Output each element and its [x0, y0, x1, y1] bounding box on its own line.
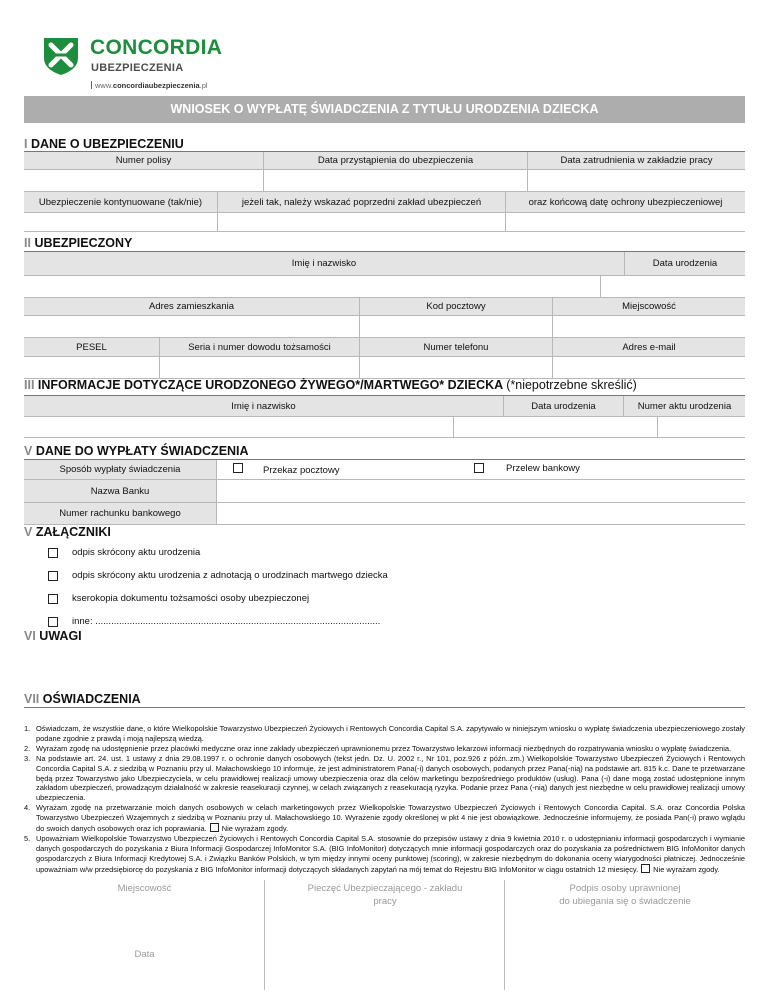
employment-date-label: Data zatrudnienia w zakładzie pracy: [528, 152, 745, 170]
concordia-logo-icon: [40, 34, 82, 76]
refuse-consent-checkbox-5[interactable]: [641, 864, 650, 873]
company-logo: [40, 34, 290, 96]
postal-code-label: Kod pocztowy: [360, 298, 553, 316]
birth-certificate-label: Numer aktu urodzenia: [624, 396, 745, 417]
statement-item: 4. Wyrażam zgodę na przetwarzanie moich danych osobowych w celach marketingowych przez Wielkopolskie Towarzystwo Ubezpieczeń Życiowych i Rentowych Concordia Capital. S.A. oraz Concordia Polska Towarzystwo Ubezpieczeń Wzajemnych z siedzibą w Poznaniu przy ul. Małachowskiego 10. Wyrażenie zgody określonej w pkt 4 nie jest obowiązkowe. Jednocześnie informujemy, że posiada Pan(-i) prawo wglądu do swoich danych osobowych oraz ich poprawiania. Nie wyrażam zgody.: [24, 803, 745, 834]
pesel-field[interactable]: [24, 357, 160, 379]
attachment-checkbox[interactable]: [48, 617, 58, 627]
section-title-child: III INFORMACJE DOTYCZĄCE URODZONEGO ŻYWEGO*/MARTWEGO* DZIECKA (*niepotrzebne skreślić): [24, 378, 637, 392]
previous-insurer-label: jeżeli tak, należy wskazać poprzedni zakład ubezpieczeń: [218, 192, 506, 213]
postal-order-label: Przekaz pocztowy: [263, 465, 340, 476]
id-number-field[interactable]: [160, 357, 360, 379]
id-number-label: Seria i numer dowodu tożsamości: [160, 338, 360, 357]
address-label: Adres zamieszkania: [24, 298, 360, 316]
attachment-checkbox[interactable]: [48, 571, 58, 581]
statement-item: 5. Upoważniam Wielkopolskie Towarzystwo Ubezpieczeń Życiowych i Rentowych Concordia Capital S.A. stosownie do przepisów ustawy z dnia 9 kwietnia 2010 r. o udostępnianiu informacji gospodarczych i wymianie danych gospodarczych do pozyskania z Biura Informacji Gospodarczej InfoMonitor S.A. (BIG InfoMonitor) dotyczących mnie informacji gospodarczych oraz do pozyskania za pośrednictwem BIG InfoMonitor danych gospodarczych z Biura Informacji Kredytowej S.A. i Związku Banków Polskich, w tym między innymi oceny punktowej (scoring), w zakresie niezbędnym do dokonania oceny wiarygodności płatniczej. Jednocześnie upoważniam w/w przedsiębiorcę do pozyskania z BIG InfoMonitor informacji dotyczących składanych zapytań na mój temat do Rejestru BIG InfoMonitor w ciągu ostatnich 12 miesięcy. Nie wyrażam zgody.: [24, 833, 745, 874]
email-label: Adres e-mail: [553, 338, 745, 357]
statement-item: 3. Na podstawie art. 24. ust. 1 ustawy z dnia 29.08.1997 r. o ochronie danych osobowych (tekst jedn. Dz. U. 2002 r., Nr 101, poz.926 z późn..zm.) Wielkopolskie Towarzystwo Ubezpieczeń Życiowych i Rentowych Concordia Capital S.A. z siedzibą w Poznaniu przy ul. Małachowskiego 10 informuje, że jest administratorem Pana(-i) danych osobowych, podanych przez Pana(-nią) na podstawie art. 815 k.c. Dane te przetwarzane będą przez Towarzystwo jako Ubezpieczyciela, w celu prawidłowej realizacji umowy ubezpieczenia oraz dla celów marketingu bezpośredniego produktów (usług). Pana (-i) dane mogą zostać udostępnione innym zakładom ubezpieczeń, prowadzącym działalność w zakresie reasekuracji czynnej, w celach związanych z reasekuracją ryzyka. Podanie przez Pana (-nią) danych jest niezbędne w celu prawidłowej realizacji umowy ubezpieczenia.: [24, 753, 745, 803]
child-table: [24, 395, 745, 438]
section-title-attachments: V ZAŁĄCZNIKI: [24, 525, 111, 539]
employment-date-field[interactable]: [528, 170, 745, 192]
phone-label: Numer telefonu: [360, 338, 553, 357]
stamp-label: Pieczęć Ubezpieczającego - zakładu pracy: [307, 883, 463, 907]
continued-field[interactable]: [24, 213, 218, 232]
form-title: WNIOSEK O WYPŁATĘ ŚWIADCZENIA Z TYTUŁU URODZENIA DZIECKA: [24, 96, 745, 123]
section-title-insurance: I DANE O UBEZPIECZENIU: [24, 137, 184, 151]
insured-birthdate-label: Data urodzenia: [625, 252, 745, 276]
section-title-insured: II UBEZPIECZONY: [24, 236, 133, 250]
section-title-payment: V DANE DO WYPŁATY ŚWIADCZENIA: [24, 444, 249, 458]
protection-end-label: oraz końcową datę ochrony ubezpieczeniowej: [506, 192, 745, 213]
attachment-checkbox[interactable]: [48, 548, 58, 558]
section-title-remarks: VI UWAGI: [24, 629, 82, 643]
attachment-item: inne: ............................................................................................................: [48, 616, 380, 627]
insurance-table: [24, 151, 745, 232]
remarks-field[interactable]: [24, 644, 745, 686]
insured-birthdate-field[interactable]: [601, 276, 745, 298]
protection-end-field[interactable]: [506, 213, 745, 232]
pesel-label: PESEL: [24, 338, 160, 357]
statement-item: 1. Oświadczam, że wszystkie dane, o które Wielkopolskie Towarzystwo Ubezpieczeń Życiowych i Rentowych Concordia Capital S.A. zapytywało w niniejszym wniosku o wypłatę świadczenia ubezpieczeniowego zostały podane zgodnie z prawdą i moją najlepszą wiedzą.: [24, 724, 745, 743]
continued-label: Ubezpieczenie kontynuowane (tak/nie): [24, 192, 218, 213]
attachment-checkbox[interactable]: [48, 594, 58, 604]
refuse-consent-checkbox-4[interactable]: [210, 823, 219, 832]
attachment-item: kserokopia dokumentu tożsamości osoby ubezpieczonej: [48, 593, 309, 604]
insured-name-label: Imię i nazwisko: [24, 252, 625, 276]
previous-insurer-field[interactable]: [218, 213, 506, 232]
email-field[interactable]: [553, 357, 745, 379]
city-field[interactable]: [553, 316, 745, 338]
insured-name-field[interactable]: [24, 276, 601, 298]
bank-transfer-checkbox[interactable]: [474, 463, 484, 473]
policy-number-label: Numer polisy: [24, 152, 264, 170]
child-name-field[interactable]: [24, 417, 454, 438]
account-number-field[interactable]: [217, 503, 745, 525]
address-field[interactable]: [24, 316, 360, 338]
payment-table: [24, 459, 745, 525]
signature-label: Podpis osoby uprawnionej do ubiegania się o świadczenie: [559, 883, 691, 907]
bank-transfer-label: Przelew bankowy: [506, 463, 580, 474]
payment-method-label: Sposób wypłaty świadczenia: [24, 460, 217, 480]
city-label: Miejscowość: [553, 298, 745, 316]
birth-certificate-field[interactable]: [658, 417, 745, 438]
child-birthdate-label: Data urodzenia: [504, 396, 624, 417]
logo-url: www.concordiaubezpieczenia.pl: [91, 81, 208, 90]
child-birthdate-field[interactable]: [454, 417, 658, 438]
section-title-statements: VII OŚWIADCZENIA: [24, 692, 141, 706]
account-number-label: Numer rachunku bankowego: [24, 503, 217, 525]
logo-subtitle: UBEZPIECZENIA: [91, 62, 184, 74]
child-name-label: Imię i nazwisko: [24, 396, 504, 417]
policy-number-field[interactable]: [24, 170, 264, 192]
statements-list: [24, 724, 745, 875]
place-label: Miejscowość: [117, 883, 172, 894]
postal-order-checkbox[interactable]: [233, 463, 243, 473]
attachment-item: odpis skrócony aktu urodzenia z adnotacją o urodzinach martwego dziecka: [48, 570, 388, 581]
join-date-label: Data przystąpienia do ubezpieczenia: [264, 152, 528, 170]
bank-name-label: Nazwa Banku: [24, 480, 217, 503]
postal-code-field[interactable]: [360, 316, 553, 338]
statement-item: 2. Wyrażam zgodę na udostępnienie przez placówki medyczne oraz inne zakłady ubezpieczeń uprawnionemu przez Towarzystwo lekarzowi informacji niezbędnych do rozpatrywania wniosku o wypłatę świadczenia.: [24, 743, 732, 753]
bank-name-field[interactable]: [217, 480, 745, 503]
date-label: Data: [134, 949, 155, 960]
join-date-field[interactable]: [264, 170, 528, 192]
logo-name: CONCORDIA: [90, 36, 223, 59]
phone-field[interactable]: [360, 357, 553, 379]
attachment-item: odpis skrócony aktu urodzenia: [48, 547, 200, 558]
insured-table: [24, 251, 745, 379]
